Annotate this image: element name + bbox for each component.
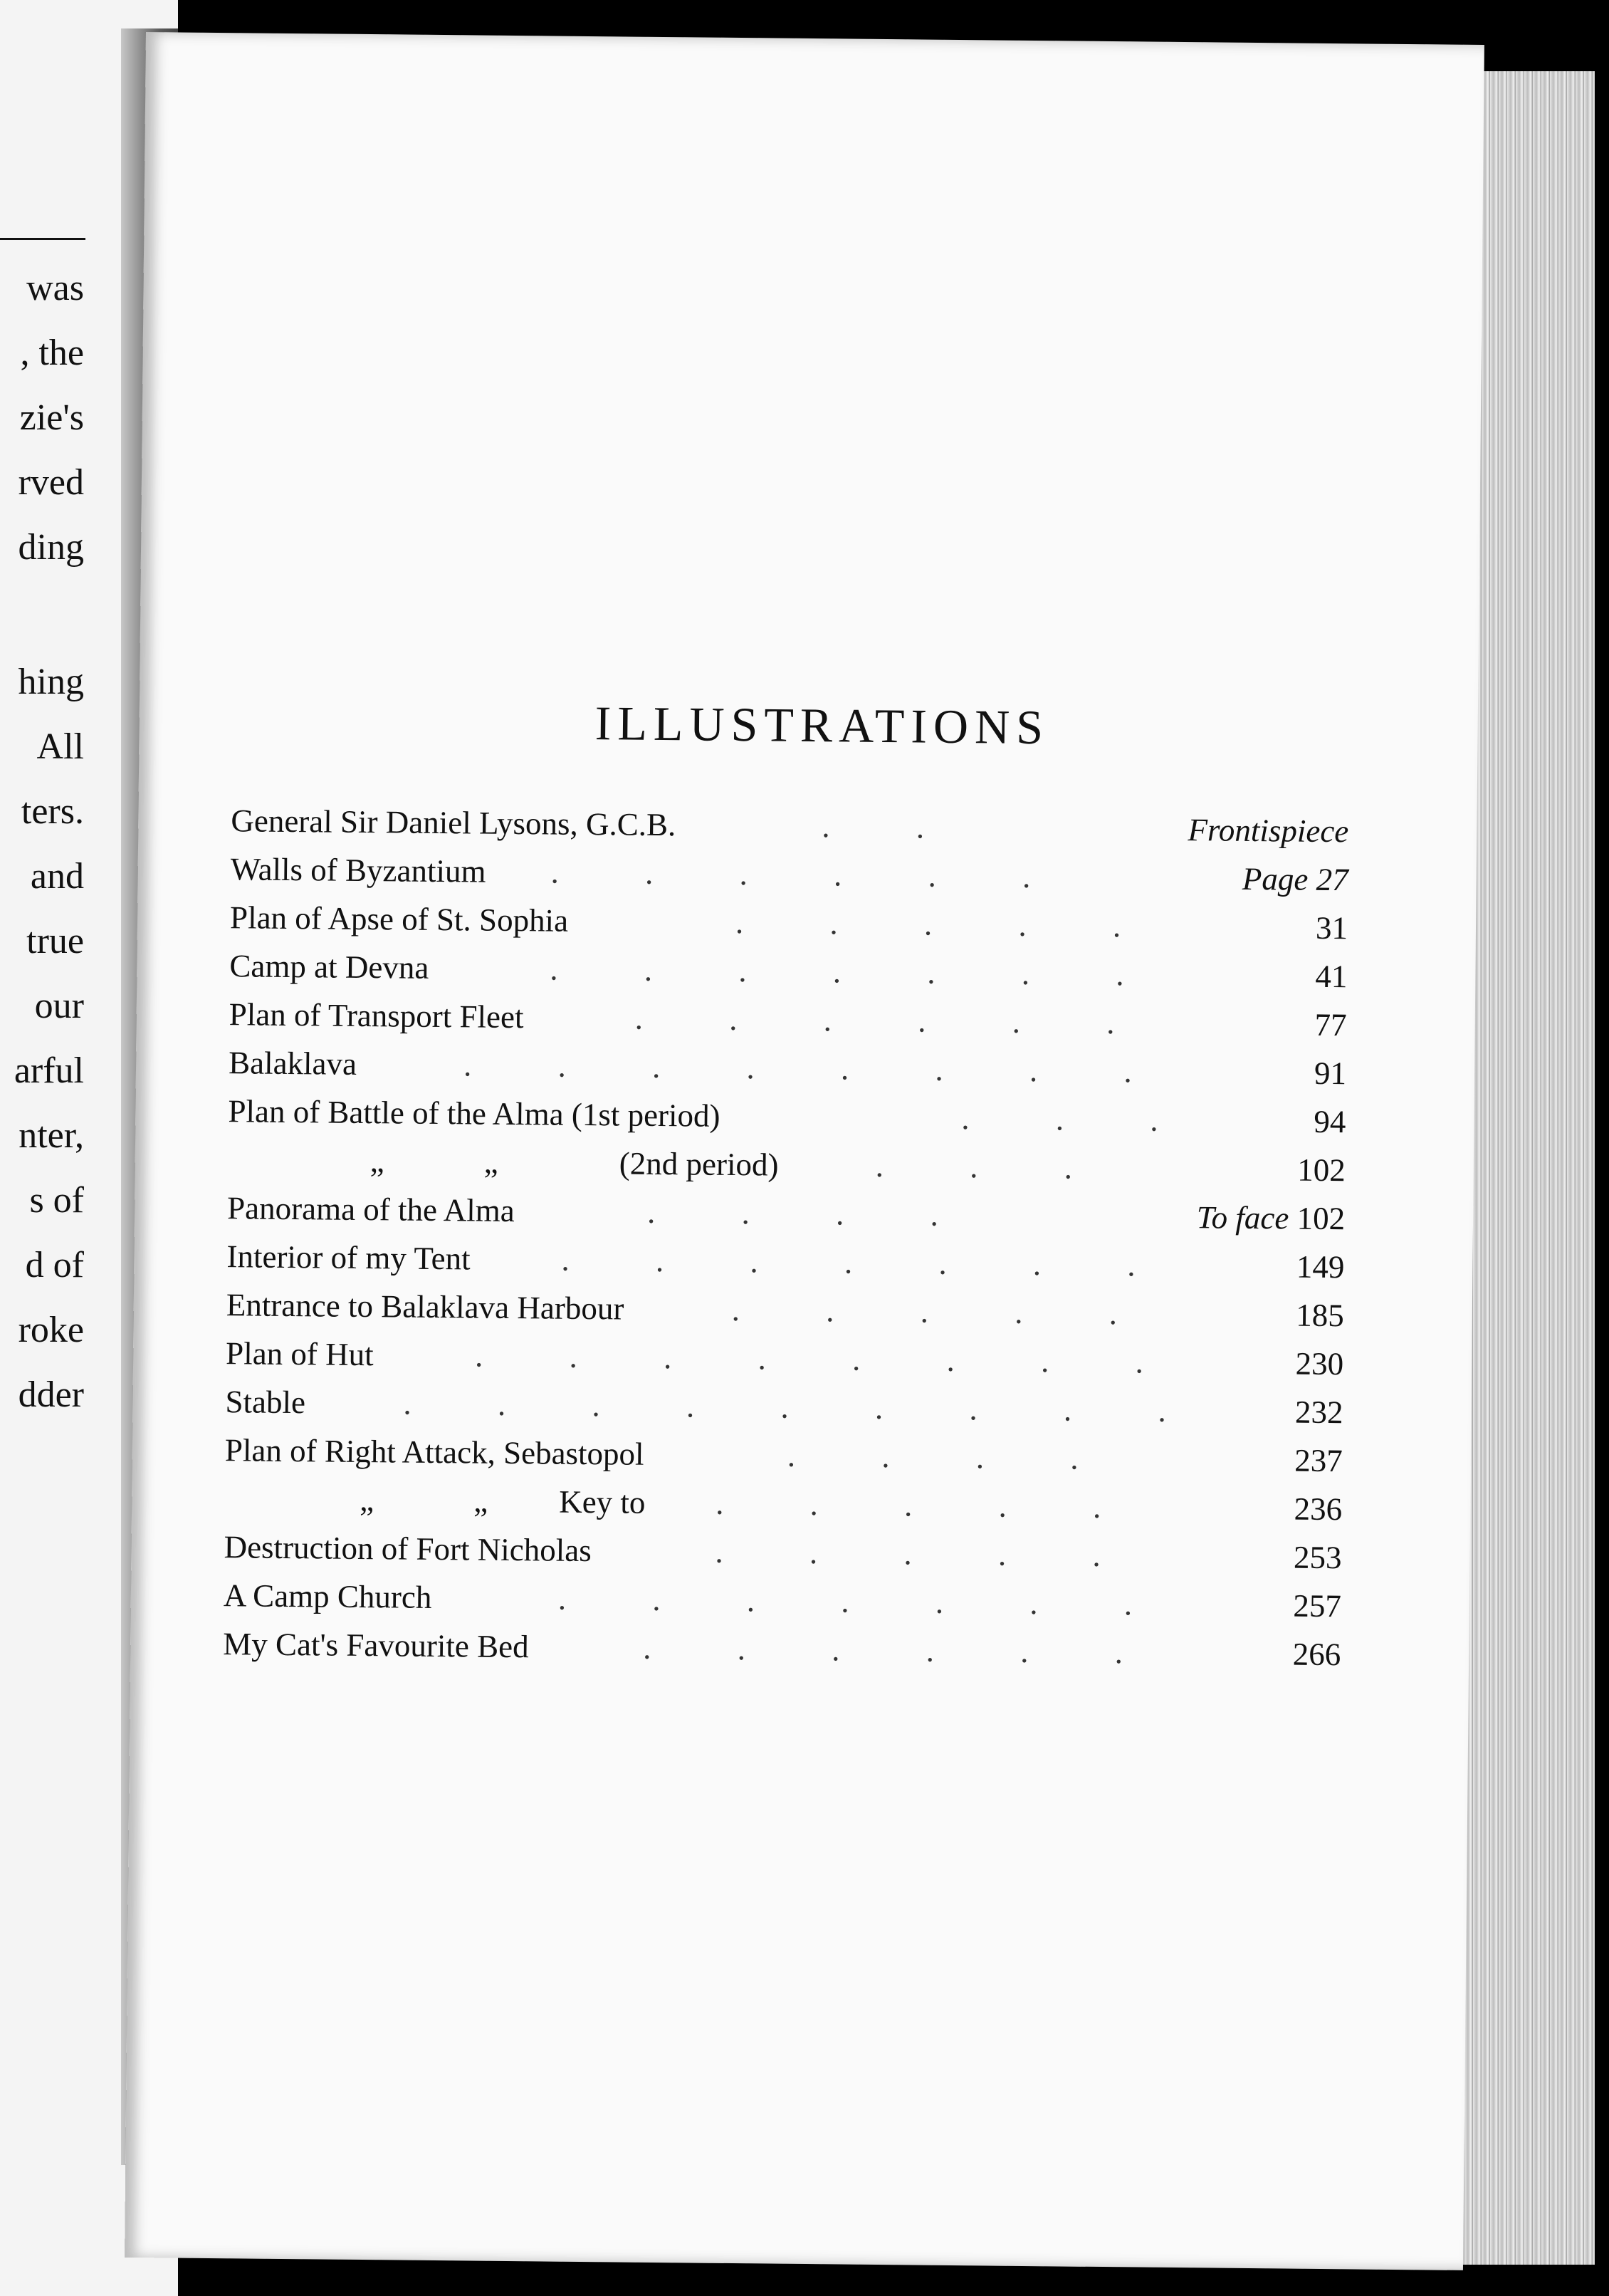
leader-dots: . . . . . . . — [557, 1580, 1172, 1622]
leader-dots: . . . . . . . . . — [403, 1385, 1205, 1429]
facing-page-line: , the — [20, 333, 84, 373]
leader-dots: . . . . . — [731, 1291, 1157, 1332]
entry-label: Balaklava — [228, 1045, 357, 1082]
entry-page: 237 — [1294, 1442, 1343, 1479]
ditto-mark: „ — [483, 1144, 499, 1180]
facing-page-line: zie's — [19, 397, 84, 438]
entry-label: Plan of Hut — [225, 1335, 374, 1373]
entry-label: A Camp Church — [223, 1577, 432, 1615]
facing-page-line: All — [36, 726, 84, 767]
leader-dots: . . . . . . — [550, 854, 1070, 895]
leader-dots: . . . . . . — [634, 1000, 1154, 1041]
facing-page-line: was — [26, 268, 84, 308]
entry-label: Interior of my Tent — [226, 1238, 471, 1277]
ditto-mark: „ — [473, 1483, 488, 1519]
leader-dots: . . . — [875, 1147, 1112, 1186]
entry-page: 253 — [1293, 1539, 1342, 1576]
entry-page: 31 — [1315, 909, 1348, 946]
entry-page: 230 — [1295, 1345, 1344, 1382]
entry-page: 91 — [1314, 1055, 1347, 1092]
entry-page: 94 — [1314, 1103, 1346, 1140]
list-item — [130, 1624, 1341, 1686]
entry-page: 266 — [1292, 1636, 1341, 1673]
entry-label: Plan of Battle of the Alma (1st period) — [228, 1093, 720, 1134]
facing-page-rule — [0, 238, 85, 240]
entry-label: Stable — [225, 1384, 306, 1421]
leader-dots: . . . . . . . . — [474, 1337, 1183, 1381]
entry-page: 185 — [1296, 1297, 1345, 1334]
entry-page — [1196, 1199, 1345, 1237]
facing-page-line: dder — [18, 1374, 84, 1415]
entry-label: Plan of Apse of St. Sophia — [229, 899, 569, 939]
ditto-mark: „ — [359, 1481, 374, 1518]
main-page — [125, 32, 1484, 2270]
leader-dots: . . . . . . . — [561, 1241, 1175, 1283]
entry-page: 102 — [1296, 1152, 1346, 1189]
entry-label: Key to — [558, 1483, 646, 1520]
entry-label: Plan of Transport Fleet — [229, 996, 524, 1035]
facing-page-line: ters. — [21, 791, 84, 832]
leader-dots: . . . . — [646, 1194, 978, 1233]
entry-page-number: 102 — [1296, 1200, 1346, 1237]
facing-page-line: nter, — [19, 1115, 84, 1156]
leader-dots: . . . . . — [715, 1533, 1141, 1574]
facing-page-line: d of — [25, 1245, 84, 1285]
leader-dots: . . . . . — [715, 1485, 1141, 1525]
entry-label: General Sir Daniel Lysons, G.C.B. — [231, 803, 676, 843]
facing-page-line: our — [34, 986, 84, 1026]
leader-dots: . . — [822, 808, 964, 846]
page-title: ILLUSTRATIONS — [594, 696, 1050, 755]
facing-page-line: ding — [18, 527, 84, 568]
leader-dots: . . . . . . — [643, 1629, 1163, 1671]
facing-page-line: arful — [14, 1050, 84, 1091]
ditto-mark: „ — [370, 1143, 385, 1179]
leader-dots: . . . . — [787, 1437, 1118, 1477]
entry-label: Panorama of the Alma — [226, 1190, 515, 1229]
facing-page-line: hing — [18, 662, 84, 702]
facing-page-line: roke — [18, 1310, 84, 1350]
leader-dots: . . . . . . . . — [463, 1047, 1172, 1090]
entry-page: 236 — [1294, 1491, 1343, 1528]
facing-page-line: true — [26, 921, 84, 961]
facing-page-line: and — [30, 856, 84, 897]
entry-page: 41 — [1315, 958, 1348, 995]
entry-page: 77 — [1314, 1006, 1347, 1043]
entry-page: 149 — [1296, 1248, 1345, 1285]
entry-page: Frontispiece — [1188, 812, 1349, 850]
leader-dots: . . . — [961, 1100, 1197, 1139]
entry-page: 232 — [1294, 1394, 1343, 1431]
entry-page-prefix: To face — [1196, 1199, 1289, 1236]
leader-dots: . . . . . — [735, 904, 1160, 944]
entry-label: Plan of Right Attack, Sebastopol — [224, 1432, 644, 1472]
entry-label: Destruction of Fort Nicholas — [224, 1529, 592, 1569]
entry-page: 257 — [1293, 1587, 1342, 1624]
facing-page-line: s of — [29, 1180, 84, 1221]
facing-page-line: rved — [18, 462, 84, 503]
leader-dots: . . . . . . . — [550, 951, 1163, 993]
entry-page: Page 27 — [1242, 860, 1348, 898]
entry-label: (2nd period) — [619, 1145, 779, 1183]
entry-label: My Cat's Favourite Bed — [223, 1626, 529, 1665]
entry-label: Camp at Devna — [229, 948, 429, 986]
entry-label: Walls of Byzantium — [230, 851, 486, 889]
entry-label: Entrance to Balaklava Harbour — [226, 1287, 624, 1327]
